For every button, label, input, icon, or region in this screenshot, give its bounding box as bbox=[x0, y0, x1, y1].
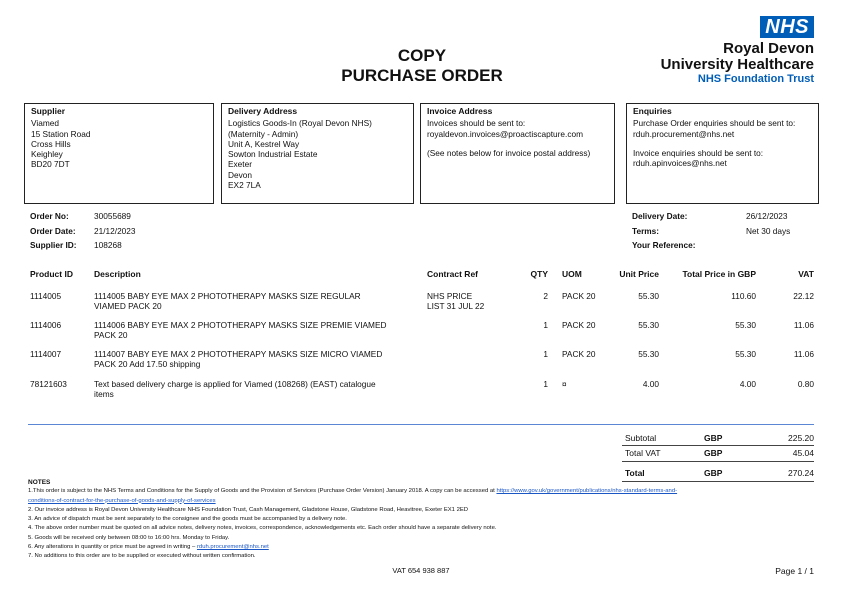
enquiries-line: Purchase Order enquiries should be sent to: bbox=[633, 118, 796, 129]
delivery-address-box bbox=[221, 103, 414, 204]
row4-qty: 1 bbox=[543, 379, 548, 389]
row1-total: 110.60 bbox=[731, 291, 756, 301]
row3-desc-line: 1114007 BABY EYE MAX 2 PHOTOTHERAPY MASKS SIZE MICRO VIAMED bbox=[94, 349, 383, 359]
note-4: 4. The above order number must be quoted on all advice notes, delivery notes, invoices, correspondence, acknowledgements etc. Each order should have a separate delivery note. bbox=[28, 525, 497, 532]
terms-link-cont[interactable]: conditions-of-contract-for-the-purchase-of-goods-and-supply-of-services bbox=[28, 497, 216, 504]
row4-product-id: 78121603 bbox=[30, 379, 67, 389]
row1-desc-line: 1114005 BABY EYE MAX 2 PHOTOTHERAPY MASKS SIZE REGULAR bbox=[94, 291, 361, 301]
row4-description bbox=[94, 379, 414, 400]
row1-contract-ref bbox=[427, 291, 484, 312]
row4-unit-price: 4.00 bbox=[642, 379, 659, 389]
row1-uom: PACK 20 bbox=[562, 291, 596, 301]
enquiries-heading: Enquiries bbox=[633, 106, 672, 116]
order-date-value: 21/12/2023 bbox=[94, 226, 136, 236]
procurement-email: rduh.procurement@nhs.net bbox=[633, 128, 735, 139]
row3-desc-line: PACK 20 Add 17.50 shipping bbox=[94, 359, 201, 370]
delivery-line: Unit A, Kestrel Way bbox=[228, 138, 300, 149]
notes-heading: NOTES bbox=[28, 479, 51, 486]
row3-unit-price: 55.30 bbox=[638, 349, 659, 359]
page-number: Page 1 / 1 bbox=[775, 566, 814, 576]
row2-product-id: 1114006 bbox=[30, 320, 62, 330]
supplier-line: BD20 7DT bbox=[31, 159, 70, 170]
note-5: 5. Goods will be received only between 08:00 to 16:00 hrs. Monday to Friday. bbox=[28, 534, 230, 541]
vat-number: VAT 654 938 887 bbox=[392, 566, 450, 575]
document-title bbox=[322, 46, 522, 86]
row2-total: 55.30 bbox=[735, 320, 756, 330]
delivery-line: EX2 7LA bbox=[228, 180, 261, 191]
col-header-qty: QTY bbox=[530, 269, 548, 279]
total-vat-label: Total VAT bbox=[625, 448, 661, 458]
invoice-note: (See notes below for invoice postal address) bbox=[427, 147, 591, 158]
supplier-box bbox=[24, 103, 214, 204]
delivery-line: Devon bbox=[228, 169, 252, 180]
org-name-line2: University Healthcare bbox=[660, 56, 814, 73]
row3-vat: 11.06 bbox=[793, 349, 814, 359]
note-2: 2. Our invoice address is Royal Devon University Healthcare NHS Foundation Trust, Cash Management, Gladstone House, Gladstone Road, Heavitree, Exeter EX1 2ED bbox=[28, 506, 469, 513]
row4-vat: 0.80 bbox=[797, 379, 814, 389]
row1-ref-line: NHS PRICE bbox=[427, 291, 473, 301]
row3-product-id: 1114007 bbox=[30, 349, 62, 359]
invoice-line: Invoices should be sent to: bbox=[427, 118, 526, 129]
note-6-text: 6. Any alterations in quantity or price must be agreed in writing – bbox=[28, 544, 197, 551]
order-no-label: Order No: bbox=[30, 211, 69, 221]
delivery-line: (Maternity - Admin) bbox=[228, 128, 299, 139]
your-reference-label: Your Reference: bbox=[632, 240, 696, 250]
subtotal-currency: GBP bbox=[704, 433, 723, 443]
row3-total: 55.30 bbox=[735, 349, 756, 359]
copy-label: COPY bbox=[397, 46, 447, 65]
total-currency: GBP bbox=[704, 468, 723, 478]
note-1-text: 1.This order is subject to the NHS Terms and Conditions for the Supply of Goods and the Provision of Services (Purchase Order Version) January 2018. A copy can be accessed at bbox=[28, 488, 497, 495]
invoice-email: royaldevon.invoices@proactiscapture.com bbox=[427, 128, 583, 139]
total-label: Total bbox=[625, 468, 645, 478]
row4-uom: ¤ bbox=[562, 379, 567, 389]
nhs-logo bbox=[661, 16, 814, 86]
delivery-line: Logistics Goods-In (Royal Devon NHS) bbox=[228, 118, 372, 129]
row2-qty: 1 bbox=[543, 320, 548, 330]
row2-desc-line: 1114006 BABY EYE MAX 2 PHOTOTHERAPY MASKS SIZE PREMIE VIAMED bbox=[94, 320, 387, 330]
row1-unit-price: 55.30 bbox=[638, 291, 659, 301]
ap-invoices-email: rduh.apinvoices@nhs.net bbox=[633, 158, 727, 169]
delivery-date-label: Delivery Date: bbox=[632, 211, 688, 221]
total-value: 270.24 bbox=[788, 468, 814, 478]
row1-description bbox=[94, 291, 414, 312]
row3-qty: 1 bbox=[543, 349, 548, 359]
delivery-date-value: 26/12/2023 bbox=[746, 211, 788, 221]
enquiries-box bbox=[626, 103, 819, 204]
supplier-line: Viamed bbox=[31, 118, 59, 129]
table-separator bbox=[28, 424, 814, 425]
subtotal-label: Subtotal bbox=[625, 433, 657, 443]
col-header-product-id: Product ID bbox=[30, 269, 73, 279]
notes-section bbox=[28, 478, 818, 562]
row3-description bbox=[94, 349, 414, 370]
col-header-vat: VAT bbox=[798, 269, 814, 279]
row1-vat: 22.12 bbox=[793, 291, 814, 301]
row2-unit-price: 55.30 bbox=[638, 320, 659, 330]
subtotal-rule bbox=[622, 445, 814, 446]
row4-desc-line: Text based delivery charge is applied for Viamed (108268) (EAST) catalogue bbox=[94, 379, 376, 389]
total-vat-value: 45.04 bbox=[792, 448, 814, 458]
row2-desc-line: PACK 20 bbox=[94, 330, 128, 341]
row2-uom: PACK 20 bbox=[562, 320, 596, 330]
delivery-line: Exeter bbox=[228, 159, 252, 170]
procurement-email-link[interactable]: rduh.procurement@nhs.net bbox=[196, 544, 269, 551]
terms-value: Net 30 days bbox=[746, 226, 791, 236]
row4-desc-line: items bbox=[94, 389, 114, 400]
nhs-logo-box: NHS bbox=[760, 16, 814, 38]
col-header-contract-ref: Contract Ref bbox=[427, 269, 479, 279]
supplier-heading: Supplier bbox=[31, 106, 66, 116]
terms-link[interactable]: https://www.gov.uk/government/publications/nhs-standard-terms-and- bbox=[496, 488, 678, 495]
row1-qty: 2 bbox=[543, 291, 548, 301]
total-vat-currency: GBP bbox=[704, 448, 723, 458]
row4-total: 4.00 bbox=[739, 379, 756, 389]
note-3: 3. An advice of dispatch must be sent separately to the consignee and the goods must be accompanied by a delivery note. bbox=[28, 516, 347, 523]
invoice-heading: Invoice Address bbox=[427, 106, 493, 116]
supplier-line: Cross Hills bbox=[31, 138, 71, 149]
col-header-total-price: Total Price in GBP bbox=[682, 269, 756, 279]
order-date-label: Order Date: bbox=[30, 226, 76, 236]
purchase-order-label: PURCHASE ORDER bbox=[341, 66, 503, 85]
subtotal-value: 225.20 bbox=[788, 433, 814, 443]
supplier-line: Keighley bbox=[31, 149, 63, 160]
note-6 bbox=[28, 543, 818, 552]
note-7: 7. No additions to this order are to be supplied or executed without written confirmation. bbox=[28, 553, 256, 560]
col-header-unit-price: Unit Price bbox=[619, 269, 659, 279]
enquiries-line: Invoice enquiries should be sent to: bbox=[633, 147, 764, 158]
delivery-heading: Delivery Address bbox=[228, 106, 298, 116]
terms-label: Terms: bbox=[632, 226, 660, 236]
col-header-description: Description bbox=[94, 269, 141, 279]
delivery-line: Sowton Industrial Estate bbox=[228, 149, 318, 160]
supplier-line: 15 Station Road bbox=[31, 128, 91, 139]
supplier-id-label: Supplier ID: bbox=[30, 240, 77, 250]
row1-product-id: 1114005 bbox=[30, 291, 62, 301]
order-no-value: 30055689 bbox=[94, 211, 131, 221]
note-1 bbox=[28, 487, 818, 496]
row1-desc-line: VIAMED PACK 20 bbox=[94, 301, 162, 312]
col-header-uom: UOM bbox=[562, 269, 582, 279]
note-1-cont bbox=[28, 497, 818, 506]
row3-uom: PACK 20 bbox=[562, 349, 596, 359]
row1-ref-line: LIST 31 JUL 22 bbox=[427, 301, 485, 312]
row2-vat: 11.06 bbox=[793, 320, 814, 330]
org-name-line1: Royal Devon bbox=[723, 40, 814, 57]
invoice-address-box bbox=[420, 103, 615, 204]
total-vat-rule bbox=[622, 461, 814, 462]
supplier-id-value: 108268 bbox=[94, 240, 122, 250]
org-name-line3: NHS Foundation Trust bbox=[697, 73, 814, 85]
row2-description bbox=[94, 320, 414, 341]
